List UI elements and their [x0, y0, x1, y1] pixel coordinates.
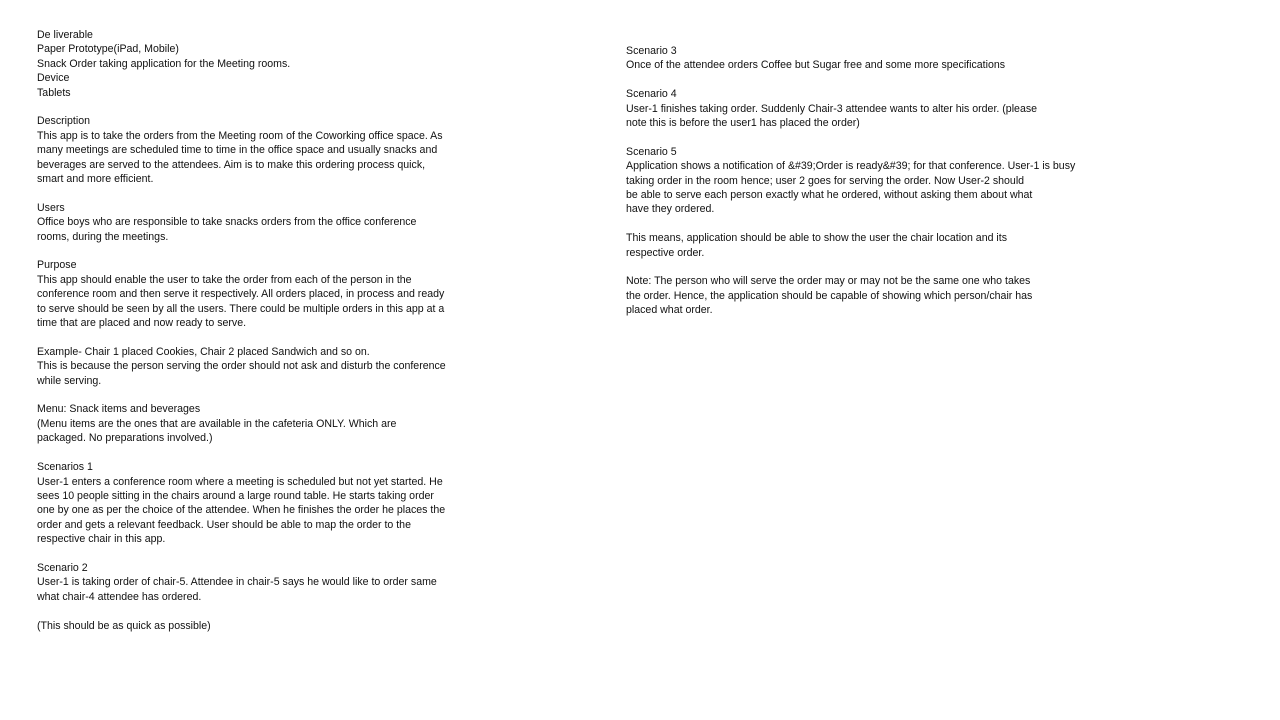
- text-line: be able to serve each person exactly what he ordered, without asking them about what: [626, 189, 1033, 202]
- text-line: Once of the attendee orders Coffee but Sugar free and some more specifications: [626, 59, 1006, 72]
- text-line: User-1 finishes taking order. Suddenly Chair-3 attendee wants to alter his order. (please: [626, 102, 1038, 115]
- scenario-4-section: [626, 87, 1116, 130]
- text-line: taking order in the room hence; user 2 goes for serving the order. Now User-2 should: [626, 174, 1025, 187]
- left-text-column: [37, 28, 477, 647]
- section-heading: Users: [37, 201, 65, 214]
- right-text-column: [626, 44, 1116, 332]
- section-heading: Scenario 3: [626, 45, 677, 57]
- description-section: [37, 114, 477, 186]
- text-line: respective chair in this app.: [37, 533, 166, 546]
- text-line: Device: [37, 72, 70, 85]
- section-heading: Scenario 2: [37, 561, 88, 574]
- deliverable-section: [37, 28, 477, 100]
- text-line: to serve should be seen by all the users. There could be multiple orders in this app at a: [37, 302, 445, 315]
- section-heading: Note: The person who will serve the order may or may not be the same one who takes: [626, 275, 1031, 288]
- text-line: Tablets: [37, 86, 71, 99]
- section-heading: Menu: Snack items and beverages: [37, 403, 201, 416]
- section-heading: Scenario 5: [626, 145, 677, 158]
- text-line: sees 10 people sitting in the chairs around a large round table. He starts taking order: [37, 489, 434, 502]
- example-section: [37, 345, 477, 388]
- section-heading: This means, application should be able to show the user the chair location and its: [626, 232, 1008, 245]
- text-line: packaged. No preparations involved.): [37, 432, 213, 445]
- scenario-2-section: [37, 561, 477, 604]
- section-heading: Scenario 4: [626, 88, 677, 101]
- users-section: [37, 201, 477, 244]
- text-line: many meetings are scheduled time to time in the office space and usually snacks and: [37, 144, 438, 157]
- text-line: time that are placed and now ready to serve.: [37, 317, 247, 330]
- text-line: Office boys who are responsible to take snacks orders from the office conference: [37, 216, 417, 229]
- text-line: have they ordered.: [626, 203, 715, 216]
- means-section: [626, 231, 1116, 260]
- section-heading: Description: [37, 115, 90, 128]
- scenario-2-note: [37, 619, 477, 633]
- section-heading: Purpose: [37, 259, 77, 272]
- text-line: the order. Hence, the application should be capable of showing which person/chair has: [626, 289, 1033, 302]
- text-line: respective order.: [626, 246, 705, 259]
- text-line: Paper Prototype(iPad, Mobile): [37, 43, 179, 56]
- text-line: while serving.: [37, 374, 102, 387]
- scenario-5-section: [626, 145, 1116, 217]
- text-line: Snack Order taking application for the Meeting rooms.: [37, 57, 291, 70]
- text-line: order and gets a relevant feedback. User should be able to map the order to the: [37, 518, 411, 531]
- text-line: smart and more efficient.: [37, 173, 154, 186]
- text-line: note this is before the user1 has placed the order): [626, 117, 860, 130]
- note-section: [626, 274, 1116, 317]
- text-line: User-1 is taking order of chair-5. Attendee in chair-5 says he would like to order same: [37, 576, 437, 589]
- text-line: (Menu items are the ones that are available in the cafeteria ONLY. Which are: [37, 417, 397, 430]
- text-line: rooms, during the meetings.: [37, 230, 169, 243]
- text-line: This is because the person serving the order should not ask and disturb the conference: [37, 360, 446, 373]
- section-heading: Scenarios 1: [37, 461, 93, 474]
- text-line: Application shows a notification of &#39;Order is ready&#39; for that conference. User-1 is busy: [626, 160, 1076, 173]
- text-line: one by one as per the choice of the attendee. When he finishes the order he places the: [37, 504, 446, 517]
- text-line: This app is to take the orders from the Meeting room of the Coworking office space. As: [37, 129, 443, 142]
- text-line: what chair-4 attendee has ordered.: [37, 590, 202, 603]
- scenario-3-section: [626, 44, 1116, 73]
- section-heading: (This should be as quick as possible): [37, 619, 211, 632]
- text-line: placed what order.: [626, 304, 713, 317]
- menu-section: [37, 402, 477, 445]
- text-line: User-1 enters a conference room where a meeting is scheduled but not yet started. He: [37, 475, 443, 488]
- text-line: conference room and then serve it respectively. All orders placed, in process and ready: [37, 288, 445, 301]
- scenario-1-section: [37, 460, 477, 546]
- text-line: beverages are served to the attendees. Aim is to make this ordering process quick,: [37, 158, 426, 171]
- section-heading: Example- Chair 1 placed Cookies, Chair 2 placed Sandwich and so on.: [37, 345, 370, 358]
- purpose-section: [37, 258, 477, 330]
- text-line: This app should enable the user to take the order from each of the person in the: [37, 273, 412, 286]
- section-heading: De liverable: [37, 29, 93, 41]
